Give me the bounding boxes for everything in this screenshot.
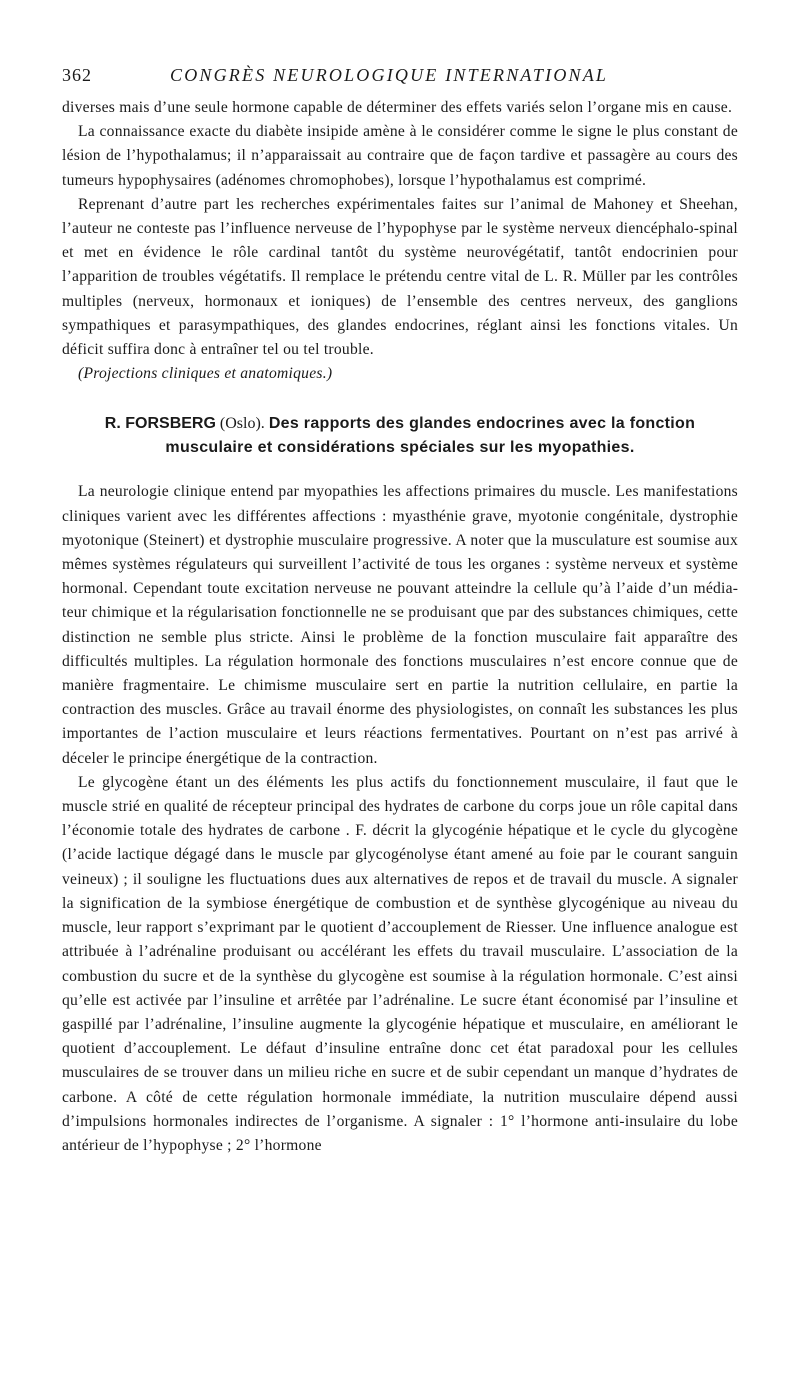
paragraph-myopathies: La neurologie clinique entend par myopathies les affections primaires du muscle. Les manifestations cliniques varient avec les différentes affections : myasthénie grave, myotonie congénitale, dystrophie myotonique (Steinert) et dystrophie musculaire progressive. A noter que la musculature est soumise aux mêmes systèmes régulateurs qui surveillent l’activité de tous les organes : système nerveux et système hormonal. Cependant toute excitation nerveuse ne pouvant atteindre la cellule qu’à l’aide d’un médiateur chimique et la régularisation fonctionnelle ne se produisant que par des substances chimiques, cette distinction ne semble plus stricte. Ainsi le problème de la fonction musculaire fait apparaître des difficultés multiples. La régulation hormonale des fonctions musculaires n’est encore connue que de manière fragmentaire. Le chimisme musculaire sert en partie la nutrition cellulaire, en partie la contraction des muscles. Grâce au travail énorme des physiologistes, on connaît les substances les plus importantes de l’action musculaire et leurs réactions fermentatives. Pourtant on n’est pas arrivé à déceler le principe énergétique de la contraction. xyxy=(62,483,738,767)
running-title: CONGRÈS NEUROLOGIQUE INTERNATIONAL xyxy=(170,65,609,85)
paragraph-continuation: diverses mais d’une seule hormone capable de déterminer des effets variés selon l’organe mis en cause. xyxy=(62,99,733,116)
projection-note: (Projections cliniques et anatomiques.) xyxy=(78,365,333,383)
paragraph-mahoney: Reprenant d’autre part les recherches expérimentales faites sur l’animal de Mahoney et Sheehan, l’auteur ne conteste pas l’influence nerveuse de l’hypophyse par le système nerveux diencéphalo-spinal et met en évidence le rôle cardinal tantôt du système neurovégétatif, tantôt endocrinien pour l’apparition de troubles végétatifs. Il remplace le prétendu centre vital de L. R. Müller par les contrôles multiples (nerveux, hormonaux et ioniques) de l’ensemble des centres nerveux, des ganglions sympathiques et parasympathiques, des glandes endocrines, réglant ainsi les fonctions vitales. Un déficit suffira donc à entraîner tel ou tel trouble. xyxy=(62,195,738,359)
paragraph-glycogene: Le glycogène étant un des éléments les plus actifs du fonctionnement musculaire, il faut que le muscle strié en qualité de récepteur principal des hydrates de carbone du corps joue un rôle capital dans l’économie totale des hydrates de carbone . F. décrit la glycogénie hépatique et le cycle du glycogène (l’acide lactique dégagé dans le muscle par glycogénolyse étant amené au foie par le courant sanguin veineux) ; il souligne les fluctuations dues aux alternatives de repos et de travail du muscle. A signaler la signification de la symbiose énergétique de combustion et de synthèse glycogénique au niveau du muscle, leur rapport s’exprimant par le quotient d’accouplement de Riesser. Une influence analogue est attribuée à l’adrénaline produisant ou accélérant les effets du travail musculaire. L’association de la combustion du sucre et de la synthèse du glycogène est soumise à la régulation hormonale. C’est ainsi qu’elle est activée par l’insuline et arrêtée par l’adrénaline. Le sucre étant économisé par l’insuline et gaspillé par l’adrénaline, l’insuline augmente la glycogénie hépatique et musculaire, en améliorant le quotient d’accouplement. Le défaut d’insuline entraîne donc cet état paradoxal pour les cellules musculaires de se trouver dans un milieu riche en sucre et de subir cependant un manque d’hydrates de carbone. A côté de cette régulation hormonale immédiate, la nutrition musculaire dépend aussi d’impulsions hormonales indirectes de l’organisme. A signaler : 1° l’hormone anti-insulaire du lobe antérieur de l’hypophyse ; 2° l’hormone xyxy=(62,773,738,1154)
page-body xyxy=(62,96,738,1158)
paragraph-diabetes: La connaissance exacte du diabète insipide amène à le considérer comme le signe le plus constant de lésion de l’hypothalamus; il n’apparaissait au contraire que de façon tardive et passagère au cours des tumeurs hypophysaires (adénomes chromophobes), lorsque l’hypothalamus est comprimé. xyxy=(62,123,738,189)
page-number: 362 xyxy=(62,65,92,85)
section-title: Des rapports des glandes endocrines avec la fonction musculaire et considérations spéciales sur les myopathies. xyxy=(165,415,696,457)
page-header xyxy=(0,62,800,88)
section-heading xyxy=(62,412,738,460)
section-city: (Oslo). xyxy=(219,415,265,433)
section-author: R. FORSBERG xyxy=(104,415,216,433)
